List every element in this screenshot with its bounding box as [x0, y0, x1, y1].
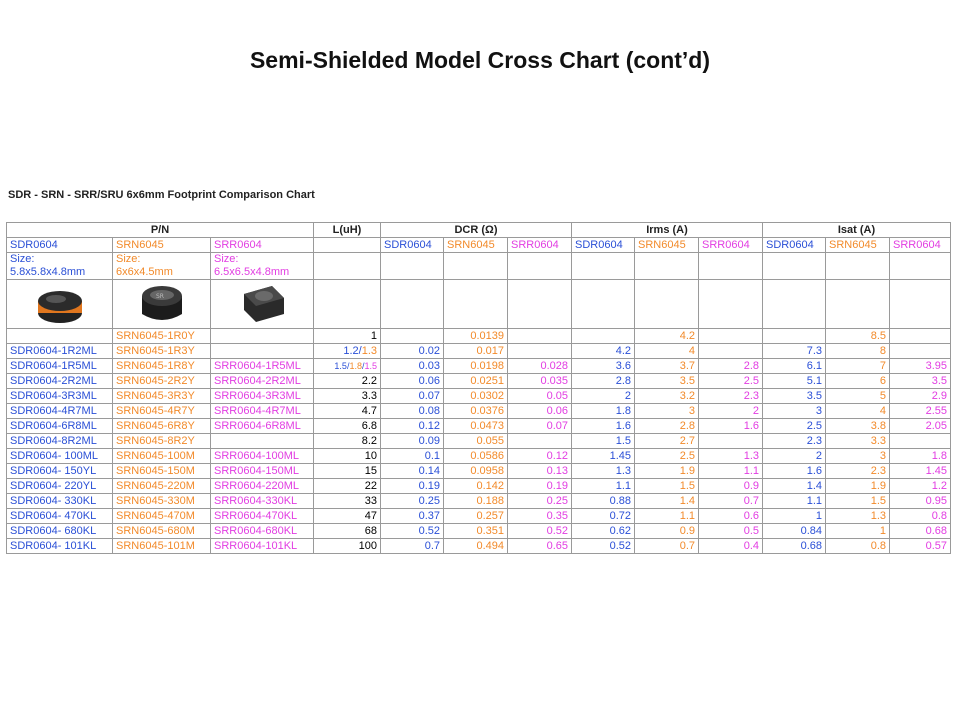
header-dcr: DCR (Ω) [381, 223, 572, 238]
isat-sdr: 1 [763, 509, 826, 524]
isat-sdr [763, 329, 826, 344]
l-part: 1.8 [349, 360, 362, 371]
irms-sdr: 0.62 [572, 524, 635, 539]
table-row [7, 494, 951, 509]
pn-srr [211, 344, 314, 359]
isat-sdr: 1.1 [763, 494, 826, 509]
sdr-inductor-icon [32, 281, 88, 327]
header-isat: Isat (A) [763, 223, 951, 238]
pn-sdr: SDR0604-3R3ML [7, 389, 113, 404]
isat-srn-header: SRN6045 [826, 238, 890, 253]
l-value: 4.7 [314, 404, 381, 419]
isat-srr: 0.8 [890, 509, 951, 524]
irms-srr: 1.3 [699, 449, 763, 464]
empty-cell [381, 280, 444, 329]
l-part: 1.5 [334, 360, 347, 371]
isat-srr: 1.2 [890, 479, 951, 494]
dcr-srn: 0.0139 [444, 329, 508, 344]
sdr-image-cell [7, 280, 113, 329]
empty-cell [826, 280, 890, 329]
pn-srr: SRR0604-220ML [211, 479, 314, 494]
empty-cell [572, 280, 635, 329]
l-part: 1.5 [364, 360, 377, 371]
isat-sdr: 1.6 [763, 464, 826, 479]
size-srr [211, 253, 314, 280]
isat-srr: 0.68 [890, 524, 951, 539]
pn-srr: SRR0604-6R8ML [211, 419, 314, 434]
l-value: 100 [314, 539, 381, 554]
pn-sdr: SDR0604- 220YL [7, 479, 113, 494]
l-value: 6.8 [314, 419, 381, 434]
pn-srn: SRN6045-2R2Y [113, 374, 211, 389]
l-separator: / [361, 360, 365, 371]
l-value: 47 [314, 509, 381, 524]
isat-srn: 8 [826, 344, 890, 359]
irms-srn: 3.2 [635, 389, 699, 404]
irms-srr: 1.6 [699, 419, 763, 434]
empty-cell [890, 280, 951, 329]
dcr-sdr: 0.07 [381, 389, 444, 404]
irms-sdr-header: SDR0604 [572, 238, 635, 253]
isat-sdr: 0.68 [763, 539, 826, 554]
empty-cell [763, 280, 826, 329]
dcr-sdr [381, 329, 444, 344]
isat-srr [890, 434, 951, 449]
irms-srn: 4.2 [635, 329, 699, 344]
pn-srn: SRN6045-101M [113, 539, 211, 554]
pn-srn: SRN6045-1R3Y [113, 344, 211, 359]
dcr-srn: 0.0198 [444, 359, 508, 374]
pn-sdr: SDR0604- 470KL [7, 509, 113, 524]
dcr-srr: 0.12 [508, 449, 572, 464]
empty-cell [699, 280, 763, 329]
dcr-srr [508, 344, 572, 359]
isat-srr: 0.57 [890, 539, 951, 554]
irms-srn: 2.8 [635, 419, 699, 434]
pn-srr [211, 434, 314, 449]
svg-text:SR: SR [155, 293, 164, 300]
l-value: 15 [314, 464, 381, 479]
isat-sdr: 2.5 [763, 419, 826, 434]
l-value: 2.2 [314, 374, 381, 389]
dcr-sdr: 0.09 [381, 434, 444, 449]
size-value: 6.5x6.5x4.8mm [214, 266, 290, 278]
irms-sdr: 1.8 [572, 404, 635, 419]
isat-srn: 3 [826, 449, 890, 464]
irms-srn: 2.5 [635, 449, 699, 464]
srn-inductor-icon [134, 280, 190, 328]
dcr-srn: 0.257 [444, 509, 508, 524]
size-value: 6x6x4.5mm [116, 266, 173, 278]
l-value: 10 [314, 449, 381, 464]
dcr-sdr: 0.37 [381, 509, 444, 524]
l-value: 22 [314, 479, 381, 494]
pn-sdr: SDR0604-1R5ML [7, 359, 113, 374]
isat-srr: 2.55 [890, 404, 951, 419]
isat-srn: 3.8 [826, 419, 890, 434]
dcr-srr [508, 434, 572, 449]
pn-srr [211, 329, 314, 344]
isat-sdr: 7.3 [763, 344, 826, 359]
irms-srn: 0.9 [635, 524, 699, 539]
pn-sdr: SDR0604-4R7ML [7, 404, 113, 419]
empty-cell [572, 253, 635, 280]
dcr-srr: 0.028 [508, 359, 572, 374]
dcr-sdr: 0.03 [381, 359, 444, 374]
slide-title: Semi-Shielded Model Cross Chart (cont’d) [249, 47, 711, 73]
isat-srn: 2.3 [826, 464, 890, 479]
irms-srr: 0.5 [699, 524, 763, 539]
table-row [7, 464, 951, 479]
pn-srn: SRN6045-100M [113, 449, 211, 464]
l-sub-empty [314, 238, 381, 253]
table-row [7, 344, 951, 359]
irms-srn: 4 [635, 344, 699, 359]
irms-srr: 0.9 [699, 479, 763, 494]
pn-srr: SRR0604-3R3ML [211, 389, 314, 404]
pn-srn: SRN6045-220M [113, 479, 211, 494]
isat-srn: 8.5 [826, 329, 890, 344]
dcr-srr [508, 329, 572, 344]
irms-sdr: 1.3 [572, 464, 635, 479]
pn-sdr [7, 329, 113, 344]
size-value: 5.8x5.8x4.8mm [10, 266, 86, 278]
dcr-sdr: 0.02 [381, 344, 444, 359]
pn-sdr: SDR0604- 330KL [7, 494, 113, 509]
l-value [314, 344, 381, 359]
empty-cell [635, 280, 699, 329]
pn-srn: SRN6045-3R3Y [113, 389, 211, 404]
dcr-srr: 0.35 [508, 509, 572, 524]
dcr-sdr-header: SDR0604 [381, 238, 444, 253]
dcr-srn: 0.351 [444, 524, 508, 539]
irms-sdr: 2.8 [572, 374, 635, 389]
irms-sdr: 1.1 [572, 479, 635, 494]
isat-srn: 1 [826, 524, 890, 539]
dcr-srr: 0.52 [508, 524, 572, 539]
irms-srr: 2.5 [699, 374, 763, 389]
empty-cell [314, 253, 381, 280]
size-label: Size: [214, 253, 239, 265]
dcr-sdr: 0.52 [381, 524, 444, 539]
pn-srr: SRR0604-1R5ML [211, 359, 314, 374]
isat-srr-header: SRR0604 [890, 238, 951, 253]
irms-srn: 0.7 [635, 539, 699, 554]
comparison-table [6, 222, 951, 554]
dcr-sdr: 0.25 [381, 494, 444, 509]
pn-srn: SRN6045-4R7Y [113, 404, 211, 419]
irms-srr-header: SRR0604 [699, 238, 763, 253]
pn-sdr: SDR0604- 680KL [7, 524, 113, 539]
irms-srn: 1.1 [635, 509, 699, 524]
table-row [7, 374, 951, 389]
irms-srn-header: SRN6045 [635, 238, 699, 253]
isat-sdr: 6.1 [763, 359, 826, 374]
irms-srr: 1.1 [699, 464, 763, 479]
dcr-srr: 0.07 [508, 419, 572, 434]
dcr-srn: 0.0376 [444, 404, 508, 419]
pn-srn: SRN6045-1R0Y [113, 329, 211, 344]
l-value: 33 [314, 494, 381, 509]
dcr-srr: 0.06 [508, 404, 572, 419]
dcr-srn: 0.017 [444, 344, 508, 359]
size-sdr [7, 253, 113, 280]
pn-sdr: SDR0604-6R8ML [7, 419, 113, 434]
irms-sdr: 0.88 [572, 494, 635, 509]
l-value: 3.3 [314, 389, 381, 404]
isat-srr: 3.5 [890, 374, 951, 389]
chart-heading: SDR - SRN - SRR/SRU 6x6mm Footprint Comparison Chart [8, 189, 315, 201]
table-row [7, 449, 951, 464]
pn-srn: SRN6045-8R2Y [113, 434, 211, 449]
isat-srr [890, 329, 951, 344]
isat-srr: 1.45 [890, 464, 951, 479]
irms-srn: 3.7 [635, 359, 699, 374]
dcr-sdr: 0.14 [381, 464, 444, 479]
dcr-srn: 0.0473 [444, 419, 508, 434]
size-row [7, 253, 951, 280]
irms-sdr: 1.5 [572, 434, 635, 449]
isat-sdr: 2 [763, 449, 826, 464]
isat-srr: 3.95 [890, 359, 951, 374]
pn-srr: SRR0604-101KL [211, 539, 314, 554]
isat-srn: 6 [826, 374, 890, 389]
irms-srn: 1.4 [635, 494, 699, 509]
pn-srr: SRR0604-330KL [211, 494, 314, 509]
isat-sdr: 5.1 [763, 374, 826, 389]
isat-sdr: 3 [763, 404, 826, 419]
dcr-srn-header: SRN6045 [444, 238, 508, 253]
dcr-sdr: 0.7 [381, 539, 444, 554]
srr-inductor-icon [234, 280, 290, 328]
dcr-srr-header: SRR0604 [508, 238, 572, 253]
empty-cell [444, 280, 508, 329]
dcr-srn: 0.0958 [444, 464, 508, 479]
l-value: 1 [314, 329, 381, 344]
isat-srr: 2.05 [890, 419, 951, 434]
dcr-sdr: 0.1 [381, 449, 444, 464]
isat-srr [890, 344, 951, 359]
pn-sdr: SDR0604- 150YL [7, 464, 113, 479]
irms-srr [699, 434, 763, 449]
isat-srr: 1.8 [890, 449, 951, 464]
header-pn: P/N [7, 223, 314, 238]
pn-sdr: SDR0604- 100ML [7, 449, 113, 464]
srr-image-cell [211, 280, 314, 329]
header-row [7, 223, 951, 238]
pn-sdr: SDR0604- 101KL [7, 539, 113, 554]
pn-sdr-header: SDR0604 [7, 238, 113, 253]
table-row [7, 404, 951, 419]
empty-cell [763, 253, 826, 280]
irms-sdr: 3.6 [572, 359, 635, 374]
table-row [7, 479, 951, 494]
l-separator: / [346, 360, 350, 371]
irms-srn: 1.5 [635, 479, 699, 494]
pn-srr: SRR0604-4R7ML [211, 404, 314, 419]
pn-srr: SRR0604-150ML [211, 464, 314, 479]
irms-srr: 2.3 [699, 389, 763, 404]
dcr-srr: 0.65 [508, 539, 572, 554]
dcr-srn: 0.0586 [444, 449, 508, 464]
dcr-srn: 0.142 [444, 479, 508, 494]
l-value: 8.2 [314, 434, 381, 449]
pn-srn: SRN6045-680M [113, 524, 211, 539]
table-row [7, 434, 951, 449]
size-label: Size: [10, 253, 35, 265]
dcr-srn: 0.188 [444, 494, 508, 509]
irms-srn: 2.7 [635, 434, 699, 449]
dcr-srn: 0.0251 [444, 374, 508, 389]
dcr-srr: 0.05 [508, 389, 572, 404]
pn-srr: SRR0604-2R2ML [211, 374, 314, 389]
header-irms: Irms (A) [572, 223, 763, 238]
isat-srn: 4 [826, 404, 890, 419]
table-row [7, 359, 951, 374]
pn-sdr: SDR0604-2R2ML [7, 374, 113, 389]
irms-sdr: 2 [572, 389, 635, 404]
empty-cell [635, 253, 699, 280]
dcr-srr: 0.25 [508, 494, 572, 509]
pn-sdr: SDR0604-8R2ML [7, 434, 113, 449]
header-l: L(uH) [314, 223, 381, 238]
irms-srn: 1.9 [635, 464, 699, 479]
dcr-sdr: 0.06 [381, 374, 444, 389]
irms-srn: 3.5 [635, 374, 699, 389]
l-part: 1.3 [361, 344, 377, 357]
isat-sdr-header: SDR0604 [763, 238, 826, 253]
dcr-sdr: 0.12 [381, 419, 444, 434]
empty-cell [699, 253, 763, 280]
isat-sdr: 3.5 [763, 389, 826, 404]
irms-srr: 0.4 [699, 539, 763, 554]
irms-srr: 2.8 [699, 359, 763, 374]
pn-srn: SRN6045-150M [113, 464, 211, 479]
isat-srn: 7 [826, 359, 890, 374]
subheader-row [7, 238, 951, 253]
isat-srn: 5 [826, 389, 890, 404]
irms-srr: 0.7 [699, 494, 763, 509]
empty-cell [314, 280, 381, 329]
irms-sdr: 0.52 [572, 539, 635, 554]
dcr-sdr: 0.08 [381, 404, 444, 419]
irms-sdr: 0.72 [572, 509, 635, 524]
dcr-srr: 0.035 [508, 374, 572, 389]
isat-sdr: 2.3 [763, 434, 826, 449]
isat-srn: 3.3 [826, 434, 890, 449]
table-row [7, 389, 951, 404]
l-value: 68 [314, 524, 381, 539]
irms-srr [699, 344, 763, 359]
pn-srr: SRR0604-470KL [211, 509, 314, 524]
isat-srn: 1.5 [826, 494, 890, 509]
dcr-srn: 0.0302 [444, 389, 508, 404]
pn-srr-header: SRR0604 [211, 238, 314, 253]
table-row [7, 539, 951, 554]
isat-srn: 1.9 [826, 479, 890, 494]
empty-cell [890, 253, 951, 280]
irms-sdr [572, 329, 635, 344]
isat-sdr: 1.4 [763, 479, 826, 494]
isat-srr: 2.9 [890, 389, 951, 404]
empty-cell [381, 253, 444, 280]
size-srn [113, 253, 211, 280]
pn-srn: SRN6045-1R8Y [113, 359, 211, 374]
l-part: 1.2 [343, 344, 359, 357]
pn-sdr: SDR0604-1R2ML [7, 344, 113, 359]
table-row [7, 329, 951, 344]
dcr-srn: 0.494 [444, 539, 508, 554]
empty-cell [508, 253, 572, 280]
table-row [7, 419, 951, 434]
srn-image-cell [113, 280, 211, 329]
irms-sdr: 1.45 [572, 449, 635, 464]
pn-srn: SRN6045-6R8Y [113, 419, 211, 434]
isat-srn: 0.8 [826, 539, 890, 554]
image-row [7, 280, 951, 329]
empty-cell [444, 253, 508, 280]
irms-srr [699, 329, 763, 344]
irms-sdr: 1.6 [572, 419, 635, 434]
empty-cell [826, 253, 890, 280]
size-label: Size: [116, 253, 141, 265]
dcr-srr: 0.13 [508, 464, 572, 479]
dcr-sdr: 0.19 [381, 479, 444, 494]
irms-srr: 0.6 [699, 509, 763, 524]
l-separator: / [358, 344, 362, 357]
irms-srr: 2 [699, 404, 763, 419]
pn-srr: SRR0604-680KL [211, 524, 314, 539]
isat-srn: 1.3 [826, 509, 890, 524]
l-value [314, 359, 381, 374]
irms-srn: 3 [635, 404, 699, 419]
empty-cell [508, 280, 572, 329]
dcr-srr: 0.19 [508, 479, 572, 494]
table-row [7, 524, 951, 539]
pn-srn-header: SRN6045 [113, 238, 211, 253]
pn-srn: SRN6045-330M [113, 494, 211, 509]
irms-sdr: 4.2 [572, 344, 635, 359]
dcr-srn: 0.055 [444, 434, 508, 449]
isat-sdr: 0.84 [763, 524, 826, 539]
table-row [7, 509, 951, 524]
pn-srr: SRR0604-100ML [211, 449, 314, 464]
isat-srr: 0.95 [890, 494, 951, 509]
pn-srn: SRN6045-470M [113, 509, 211, 524]
